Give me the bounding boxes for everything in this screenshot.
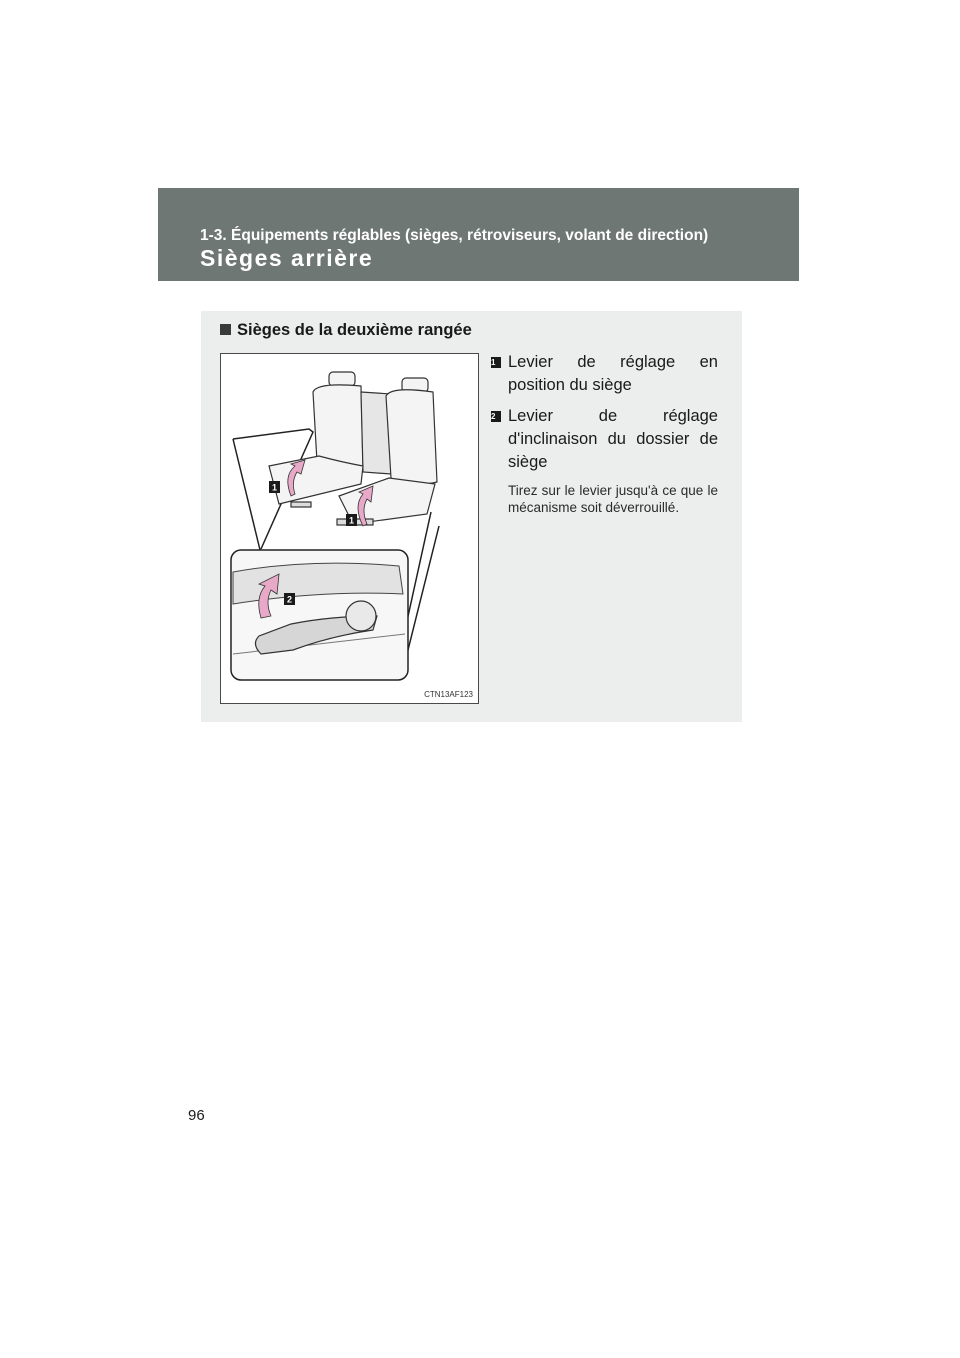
list-item — [491, 351, 718, 397]
callout-label — [269, 481, 280, 493]
item-text: Levier de réglage en position du siège — [508, 353, 718, 394]
callout-number: 1 — [271, 482, 278, 493]
item-text: Levier de réglage d'inclinaison du dossier de siège — [508, 407, 718, 471]
content-panel — [201, 311, 742, 722]
section-heading-text: Sièges de la deuxième rangée — [237, 321, 472, 339]
seat-back-left — [313, 385, 363, 468]
figure-code: CTN13AF123 — [424, 690, 473, 699]
chapter-title: 1-3. Équipements réglables (sièges, rétroviseurs, volant de direction) — [200, 227, 709, 244]
seat-rail — [291, 502, 311, 507]
chapter-header — [158, 188, 799, 281]
callout-label — [346, 514, 357, 526]
instruction-list — [491, 351, 718, 516]
detail-callout-line — [233, 439, 261, 554]
item-number: 2 — [491, 411, 501, 422]
callout-number: 2 — [286, 594, 293, 605]
item-number: 1 — [491, 357, 501, 368]
list-item — [491, 405, 718, 474]
headrest-left — [329, 372, 355, 386]
seat-illustration — [220, 353, 479, 704]
callout-number: 1 — [348, 515, 355, 526]
seat-back-right — [386, 390, 437, 485]
square-bullet-icon — [220, 324, 231, 335]
section-heading — [220, 321, 472, 340]
callout-label — [284, 593, 295, 605]
page-title: Sièges arrière — [200, 245, 374, 271]
instruction-note: Tirez sur le levier jusqu'à ce que le mécanisme soit déverrouillé. — [508, 483, 718, 515]
rear-seats — [269, 372, 437, 525]
page-number: 96 — [188, 1107, 205, 1124]
lever-pivot — [346, 601, 376, 631]
seat-illustration-drawing — [221, 354, 478, 703]
